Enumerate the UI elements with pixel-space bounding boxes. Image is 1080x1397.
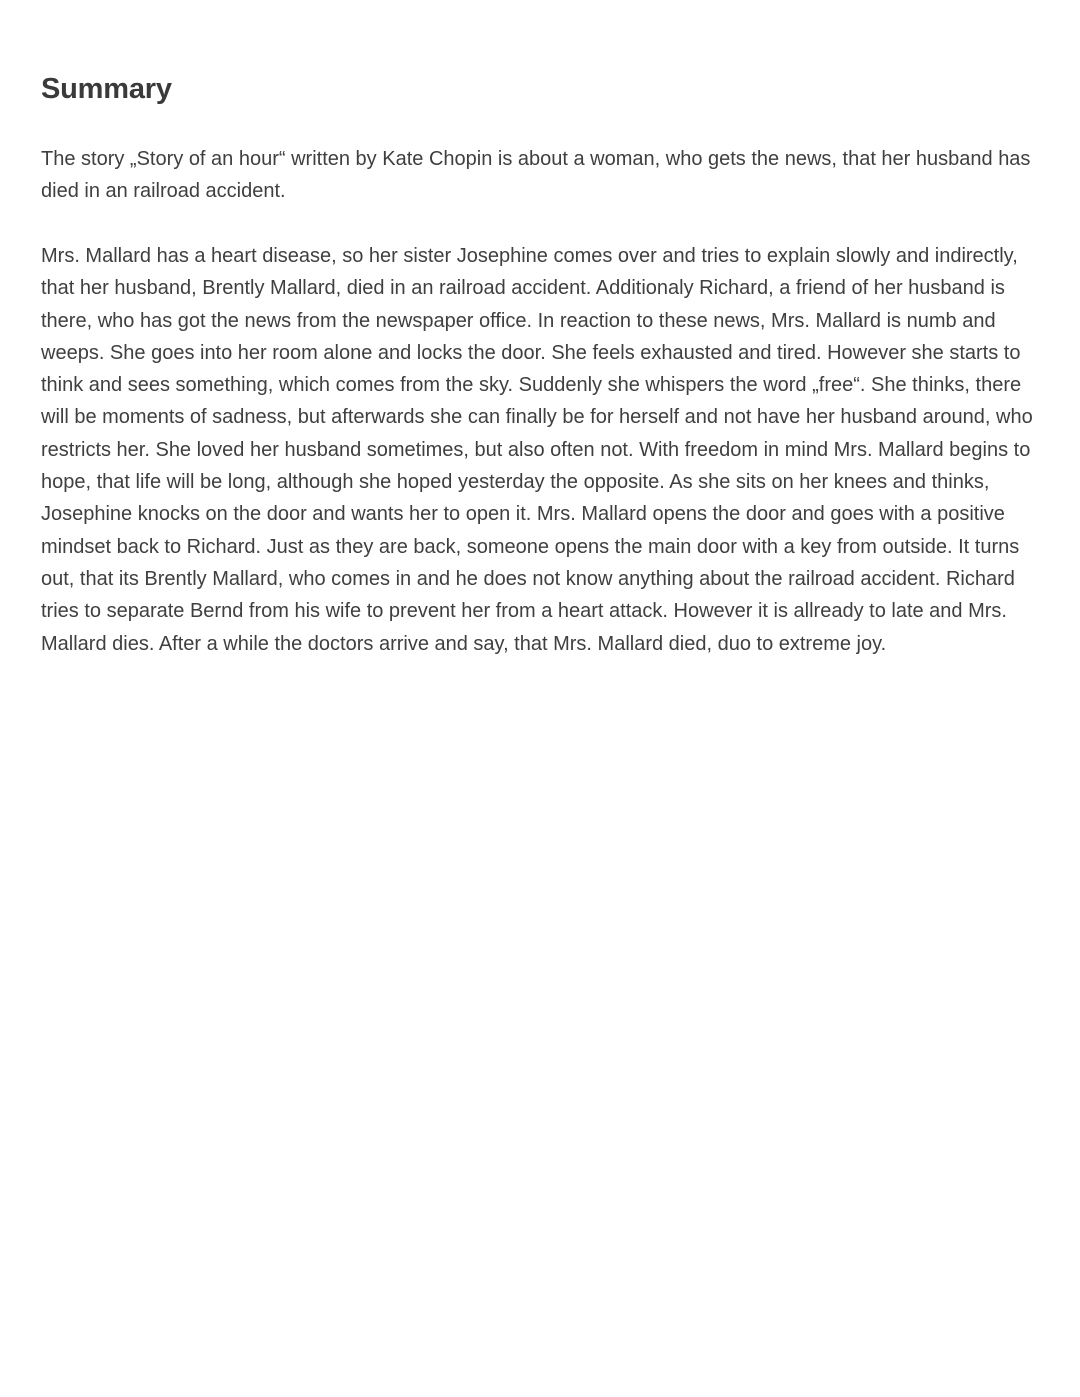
paragraph-body: Mrs. Mallard has a heart disease, so her sister Josephine comes over and tries to explain slowly and indirectly, that her husband, Brently Mallard, died in an railroad accident. Additionaly Richard, a friend of her husband is there, who has got the news from the newspaper office. In reaction to these news, Mrs. Mallard is numb and weeps. She goes into her room alone and locks the door. She feels exhausted and tired. However she starts to think and sees something, which comes from the sky. Suddenly she whispers the word „free“. She thinks, there will be moments of sadness, but afterwards she can finally be for herself and not have her husband around, who restricts her. She loved her husband sometimes, but also often not. With freedom in mind Mrs. Mallard begins to hope, that life will be long, although she hoped yesterday the opposite. As she sits on her knees and thinks, Josephine knocks on the door and wants her to open it. Mrs. Mallard opens the door and goes with a positive mindset back to Richard. Just as they are back, someone opens the main door with a key from outside. It turns out, that its Brently Mallard, who comes in and he does not know anything about the railroad accident. Richard tries to separate Bernd from his wife to prevent her from a heart attack. However it is allready to late and Mrs. Mallard dies. After a while the doctors arrive and say, that Mrs. Mallard died, duo to extreme joy. bbox=[41, 245, 1033, 655]
paragraph-intro: The story „Story of an hour“ written by Kate Chopin is about a woman, who gets the news, that her husband has died in an railroad accident. bbox=[41, 148, 1031, 203]
page-title: Summary bbox=[41, 73, 172, 105]
